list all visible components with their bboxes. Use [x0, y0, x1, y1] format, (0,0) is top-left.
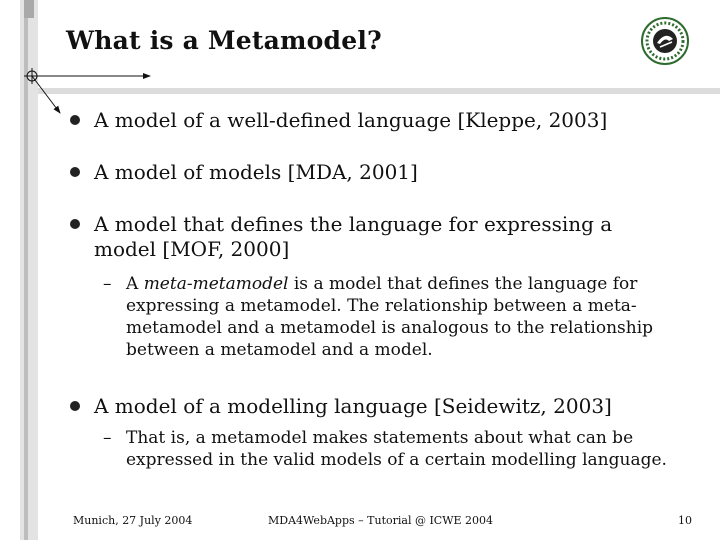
sub-bullet-rest: is a model that defines the language for expressing a metamodel. The relationship between a meta-metamodel and a metamodel is analogous to the relationship between a metamodel and a model. — [126, 274, 654, 360]
bullet-text: A model of a modelling language [Seidewitz, 2003] — [94, 394, 612, 418]
sub-bullet-emphasis: meta-metamodel — [143, 274, 289, 294]
slide-title: What is a Metamodel? — [66, 26, 382, 55]
page-number: 10 — [678, 514, 692, 527]
bullet-text: A model of models [MDA, 2001] — [94, 160, 418, 184]
university-seal-icon — [640, 16, 690, 66]
bullet-text: A model that defines the language for expressing a model [MOF, 2000] — [94, 212, 613, 261]
bullet-dot — [70, 167, 80, 177]
bullet-dot — [70, 219, 80, 229]
bullet-dot — [70, 401, 80, 411]
sub-bullet-dash: – — [103, 274, 112, 294]
footer-title: MDA4WebApps – Tutorial @ ICWE 2004 — [268, 514, 494, 527]
sub-bullet-text — [126, 273, 686, 361]
sub-bullet-prefix: A — [126, 274, 144, 294]
sub-bullet-text: That is, a metamodel makes statements about what can be expressed in the valid models of a certain modelling language. — [126, 428, 667, 470]
footer-date: Munich, 27 July 2004 — [73, 514, 193, 527]
bullet-text: A model of a well-defined language [Kleppe, 2003] — [94, 108, 608, 132]
sub-bullet-dash: – — [103, 428, 112, 448]
bullet-dot — [70, 115, 80, 125]
